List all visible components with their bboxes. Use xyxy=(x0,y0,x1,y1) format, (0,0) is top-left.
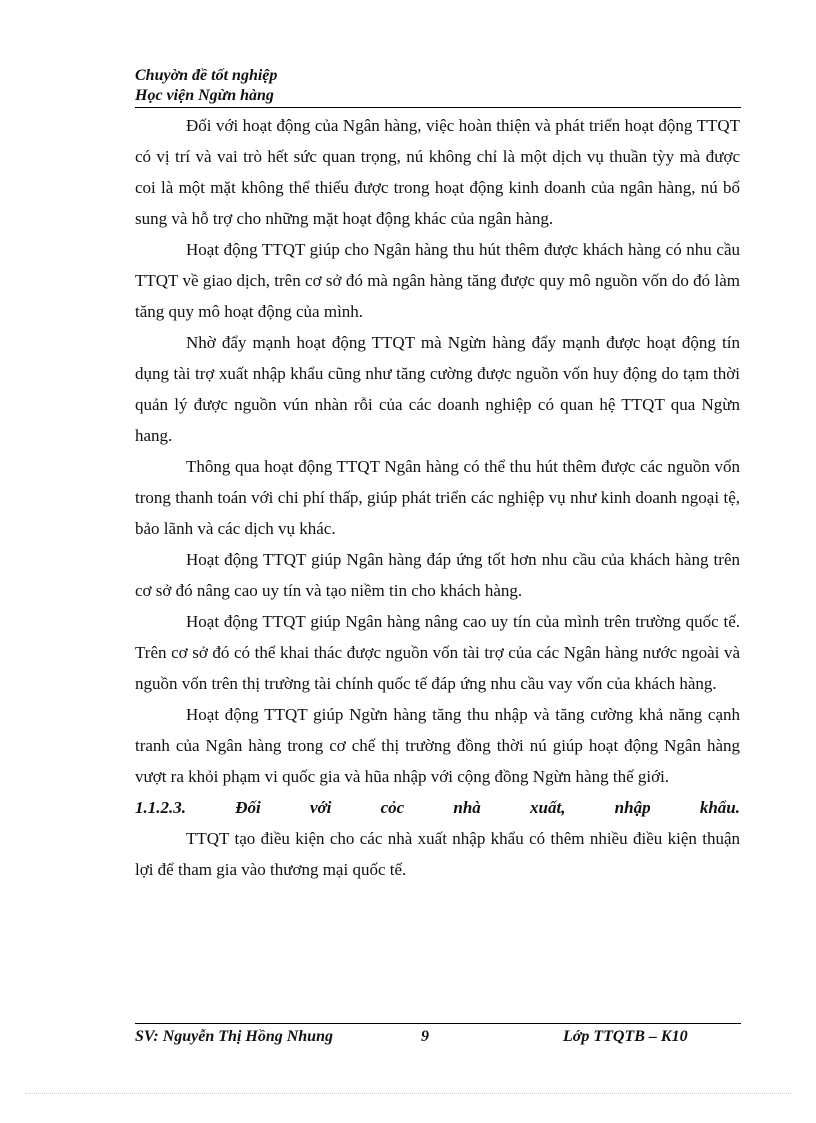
page-edge-dotted-line xyxy=(25,1093,791,1094)
section-number: 1.1.2.3. xyxy=(135,798,186,817)
paragraph: Nhờ đẩy mạnh hoạt động TTQT mà Ngừn hàng đẩy mạnh được hoạt động tín dụng tài trợ xuất nhập khẩu cũng như tăng cường được nguồn vốn huy động do tạm thời quản lý được nguồn vún nhàn rỗi của các doanh nghiệp có quan hệ TTQT qua Ngừn hang. xyxy=(135,333,740,445)
paragraph: Thông qua hoạt động TTQT Ngân hàng có thể thu hút thêm được các nguồn vốn trong thanh toán với chi phí thấp, giúp phát triển các nghiệp vụ như kinh doanh ngoại tệ, bảo lãnh và các dịch vụ khác. xyxy=(135,457,740,538)
footer-divider xyxy=(135,1023,741,1024)
paragraph: Hoạt động TTQT giúp Ngân hàng nâng cao uy tín của mình trên trường quốc tế. Trên cơ sở đó có thể khai thác được nguồn vốn tài trợ của các Ngân hàng nước ngoài và nguồn vốn trên thị trường tài chính quốc tế đáp ứng nhu cầu vay vốn của khách hàng. xyxy=(135,612,740,693)
section-heading xyxy=(135,792,740,823)
heading-word: nhập xyxy=(614,798,651,817)
header-title: Chuyờn đề tốt nghiệp xyxy=(135,67,278,84)
header-institution: Học viện Ngừn hàng xyxy=(135,87,274,104)
heading-word: Đối xyxy=(235,798,261,817)
heading-word: nhà xyxy=(453,798,481,817)
heading-word: khẩu. xyxy=(699,798,740,817)
footer-student: SV: Nguyễn Thị Hồng Nhung xyxy=(135,1028,333,1045)
heading-word: cỏc xyxy=(380,798,405,817)
header-divider xyxy=(135,107,741,108)
page-header xyxy=(135,66,740,106)
footer-class: Lớp TTQTB – K10 xyxy=(563,1028,688,1045)
paragraph: Hoạt động TTQT giúp Ngân hàng đáp ứng tốt hơn nhu cầu của khách hàng trên cơ sở đó nâng cao uy tín và tạo niềm tin cho khách hàng. xyxy=(135,550,740,600)
heading-word: với xyxy=(309,798,332,817)
paragraph: Hoạt động TTQT giúp cho Ngân hàng thu hút thêm được khách hàng có nhu cầu TTQT về giao dịch, trên cơ sở đó mà ngân hàng tăng được quy mô nguồn vốn do đó làm tăng quy mô hoạt động của mình. xyxy=(135,240,740,321)
heading-word: xuất, xyxy=(530,798,566,817)
paragraph: Hoạt động TTQT giúp Ngừn hàng tăng thu nhập và tăng cường khả năng cạnh tranh của Ngân hàng trong cơ chế thị trường đồng thời nú giúp hoạt động Ngân hàng vượt ra khỏi phạm vi quốc gia và hũa nhập với cộng đồng Ngừn hàng thế giới. xyxy=(135,705,740,786)
paragraph: Đối với hoạt động của Ngân hàng, việc hoàn thiện và phát triển hoạt động TTQT có vị trí và vai trò hết sức quan trọng, nú không chỉ là một dịch vụ thuần tỳy mà được coi là một mặt không thể thiếu được trong hoạt động kinh doanh của ngân hàng, nú bổ sung và hỗ trợ cho những mặt hoạt động khác của ngân hàng. xyxy=(135,116,740,228)
document-body xyxy=(135,110,740,885)
page-number: 9 xyxy=(421,1028,429,1045)
paragraph: TTQT tạo điều kiện cho các nhà xuất nhập khẩu có thêm nhiều điều kiện thuận lợi để tham gia vào thương mại quốc tế. xyxy=(135,829,740,879)
